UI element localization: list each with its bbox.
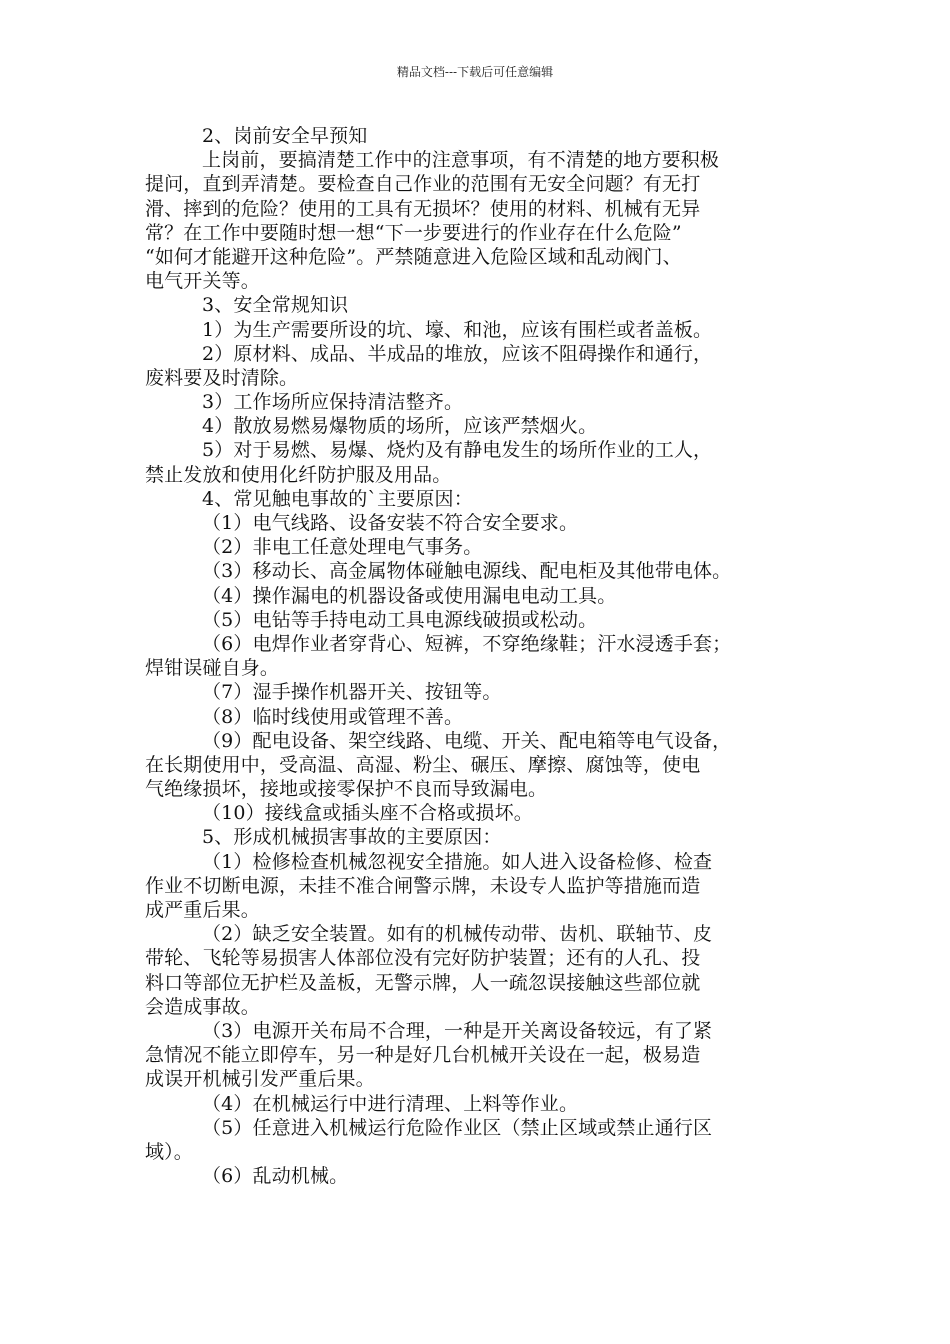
section-heading: 2、岗前安全早预知 — [202, 125, 368, 147]
list-item: （9）配电设备、架空线路、电缆、开关、配电箱等电气设备， — [202, 729, 732, 752]
list-item-continuation: 料口等部位无护栏及盖板，无警示牌，人一疏忽误接触这些部位就 — [145, 971, 701, 994]
document-body — [145, 124, 810, 1188]
list-item: （8）临时线使用或管理不善。 — [202, 705, 464, 728]
section-heading: 5、形成机械损害事故的主要原因： — [202, 826, 502, 849]
list-item: （4）在机械运行中进行清理、上料等作业。 — [202, 1092, 579, 1115]
list-item-continuation: 焊钳误碰自身。 — [145, 657, 280, 680]
list-item: （3）移动长、高金属物体碰触电源线、配电柜及其他带电体。 — [202, 560, 732, 583]
paragraph-line: 常？在工作中要随时想一想“下一步要进行的作业存在什么危险” — [145, 221, 682, 244]
paragraph-line: 提问，直到弄清楚。要检查自己作业的范围有无安全问题？有无打 — [145, 173, 701, 196]
paragraph-line: 上岗前，要搞清楚工作中的注意事项，有不清楚的地方要积极 — [202, 149, 720, 172]
paragraph-line: “如何才能避开这种危险”。严禁随意进入危险区域和乱动阀门、 — [145, 245, 682, 268]
page-header: 精品文档---下载后可任意编辑 — [396, 65, 554, 79]
list-item-continuation: 会造成事故。 — [145, 995, 260, 1018]
list-item: （5）电钻等手持电动工具电源线破损或松动。 — [202, 608, 598, 631]
list-item: （4）操作漏电的机器设备或使用漏电电动工具。 — [202, 584, 617, 607]
list-item: （2）缺乏安全装置。如有的机械传动带、齿机、联轴节、皮 — [202, 923, 713, 946]
list-item: 4）散放易燃易爆物质的场所，应该严禁烟火。 — [202, 415, 598, 438]
list-item: 5）对于易燃、易爆、烧灼及有静电发生的场所作业的工人， — [202, 439, 713, 462]
list-item: （2）非电工任意处理电气事务。 — [202, 536, 483, 559]
list-item-continuation: 成严重后果。 — [145, 899, 260, 921]
list-item: 1）为生产需要所设的坑、壕、和池，应该有围栏或者盖板。 — [202, 318, 713, 341]
list-item-continuation: 在长期使用中，受高温、高湿、粉尘、碾压、摩擦、腐蚀等，使电 — [145, 753, 701, 776]
list-item: （10）接线盒或插头座不合格或损坏。 — [202, 802, 533, 825]
section-heading: 4、常见触电事故的`主要原因： — [202, 487, 473, 510]
list-item-continuation: 域）。 — [145, 1140, 193, 1163]
list-item-continuation: 气绝缘损坏，接地或接零保护不良而导致漏电。 — [145, 778, 548, 801]
list-item: （3）电源开关布局不合理，一种是开关离设备较远，有了紧 — [202, 1019, 713, 1042]
list-item-continuation: 禁止发放和使用化纤防护服及用品。 — [145, 463, 452, 486]
list-item-continuation: 废料要及时清除。 — [145, 366, 299, 389]
list-item-continuation: 作业不切断电源，未挂不准合闸警示牌，未设专人监护等措施而造 — [145, 874, 701, 897]
list-item: （7）湿手操作机器开关、按钮等。 — [202, 681, 502, 704]
list-item-continuation: 急情况不能立即停车，另一种是好几台机械开关设在一起，极易造 — [145, 1044, 701, 1067]
list-item-continuation: 带轮、飞轮等易损害人体部位没有完好防护装置；还有的人孔、投 — [145, 947, 701, 970]
list-item: （1）检修检查机械忽视安全措施。如人进入设备检修、检查 — [202, 850, 713, 873]
paragraph-line: 电气开关等。 — [145, 270, 260, 293]
list-item: （1）电气线路、设备安装不符合安全要求。 — [202, 512, 579, 534]
list-item: （6）乱动机械。 — [202, 1165, 349, 1188]
list-item: （5）任意进入机械运行危险作业区（禁止区域或禁止通行区 — [202, 1116, 713, 1139]
paragraph-line: 滑、摔到的危险？使用的工具有无损坏？使用的材料、机械有无异 — [145, 197, 701, 220]
list-item-continuation: 成误开机械引发严重后果。 — [145, 1068, 375, 1091]
list-item: （6）电焊作业者穿背心、短裤，不穿绝缘鞋；汗水浸透手套； — [202, 632, 732, 655]
list-item: 2）原材料、成品、半成品的堆放，应该不阻碍操作和通行， — [202, 342, 713, 365]
list-item: 3）工作场所应保持清洁整齐。 — [202, 391, 464, 414]
section-heading: 3、安全常规知识 — [202, 294, 349, 317]
